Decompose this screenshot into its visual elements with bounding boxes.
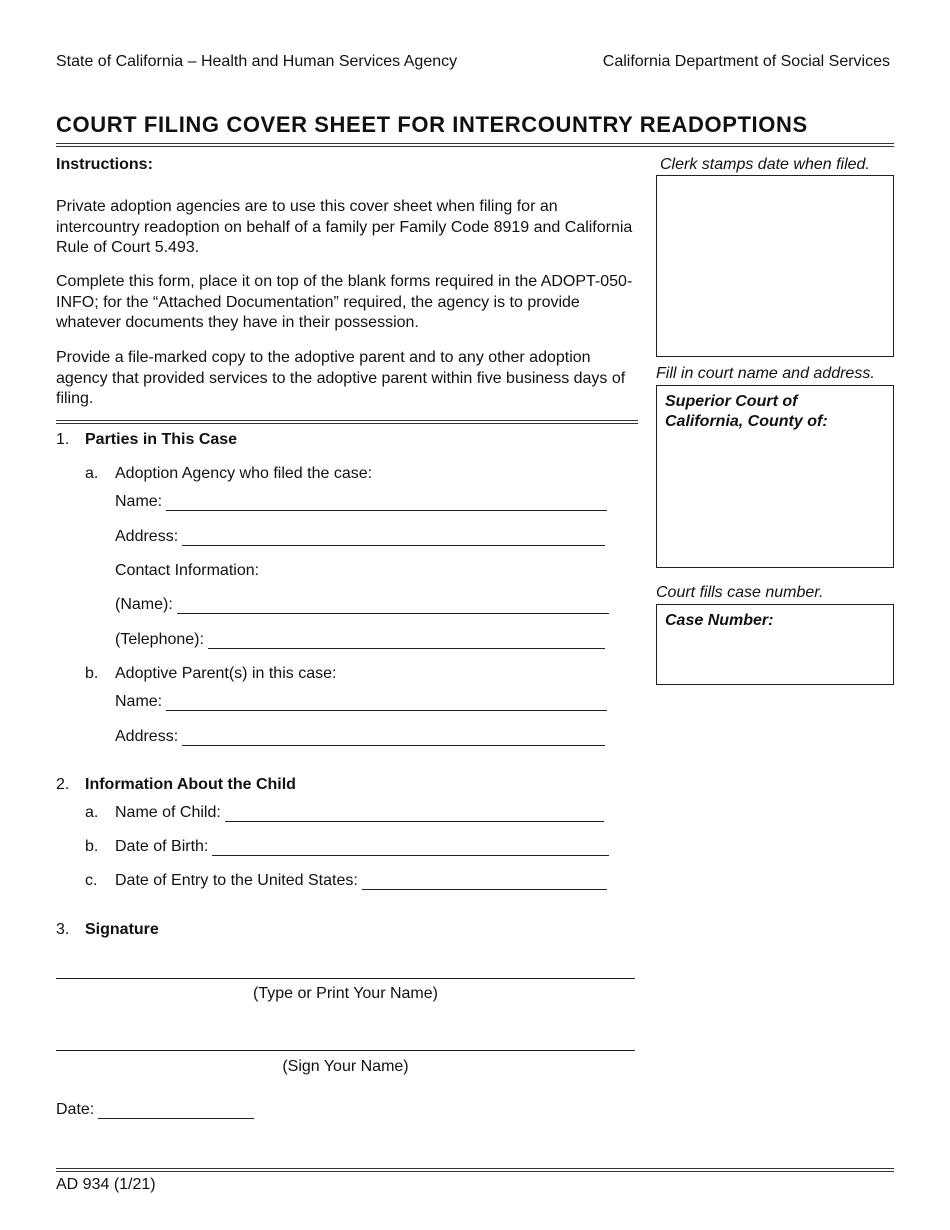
parent-name-line[interactable] (166, 693, 607, 711)
contact-name-field[interactable] (115, 596, 609, 614)
signature-line[interactable] (56, 1050, 635, 1051)
section3-heading: Signature (85, 921, 159, 938)
child-name-line[interactable] (225, 804, 604, 822)
clerk-stamp-caption: Clerk stamps date when filed. (660, 156, 870, 173)
page-title: COURT FILING COVER SHEET FOR INTERCOUNTRY READOPTIONS (56, 112, 808, 137)
section1-a-letter: a. (85, 465, 99, 482)
date-field[interactable] (56, 1101, 254, 1119)
child-name-label: Name of Child: (115, 804, 221, 821)
parent-address-field[interactable] (115, 728, 605, 746)
section2-c-letter: c. (85, 872, 98, 889)
agency-address-label: Address: (115, 528, 179, 545)
contact-name-line[interactable] (177, 596, 609, 614)
date-of-entry-label: Date of Entry to the United States: (115, 872, 358, 889)
footer-divider (56, 1168, 894, 1172)
contact-name-label: (Name): (115, 596, 173, 613)
parent-address-line[interactable] (182, 728, 605, 746)
section2-heading: Information About the Child (85, 776, 296, 793)
case-number-box[interactable] (656, 604, 894, 685)
clerk-stamp-box[interactable] (656, 175, 894, 357)
parent-name-label: Name: (115, 693, 163, 710)
section2-number: 2. (56, 776, 70, 793)
date-of-birth-label: Date of Birth: (115, 838, 209, 855)
section1-b-letter: b. (85, 665, 99, 682)
date-of-entry-field[interactable] (115, 872, 607, 890)
section1-heading: Parties in This Case (85, 431, 238, 448)
agency-right: California Department of Social Services (602, 53, 890, 70)
instructions-paragraph-1: Private adoption agencies are to use this cover sheet when filing for an intercountry readoption on behalf of a family per Family Code 8919 and California Rule of Court 5.493. (56, 198, 633, 256)
section3-number: 3. (56, 921, 70, 938)
agency-name-label: Name: (115, 493, 163, 510)
print-name-caption: (Type or Print Your Name) (253, 985, 438, 1002)
child-name-field[interactable] (115, 804, 604, 822)
instructions-paragraph-2: Complete this form, place it on top of the blank forms required in the ADOPT-050-INFO; for the “Attached Documentation” required, the agency is to provide whatever documents they have in their possession. (56, 273, 633, 331)
contact-info-label: Contact Information: (115, 562, 260, 579)
section1-number: 1. (56, 431, 70, 448)
contact-telephone-field[interactable] (115, 631, 605, 649)
parents-heading: Adoptive Parent(s) in this case: (115, 665, 337, 682)
print-name-line[interactable] (56, 978, 635, 979)
agency-heading: Adoption Agency who filed the case: (115, 465, 373, 482)
instructions-divider (56, 420, 638, 424)
agency-address-line[interactable] (182, 528, 605, 546)
section2-b-letter: b. (85, 838, 99, 855)
court-name-caption: Fill in court name and address. (656, 365, 875, 382)
date-line[interactable] (98, 1101, 254, 1119)
sign-name-caption: (Sign Your Name) (282, 1058, 409, 1075)
case-number-label: Case Number: (665, 612, 774, 629)
instructions-paragraph-3: Provide a file-marked copy to the adoptive parent and to any other adoption agency that provided services to the adoptive parent within five business days of filing. (56, 349, 626, 407)
contact-telephone-line[interactable] (208, 631, 605, 649)
agency-name-field[interactable] (115, 493, 607, 511)
date-of-entry-line[interactable] (362, 872, 607, 890)
section2-a-letter: a. (85, 804, 99, 821)
contact-telephone-label: (Telephone): (115, 631, 204, 648)
parent-address-label: Address: (115, 728, 179, 745)
agency-address-field[interactable] (115, 528, 605, 546)
form-id: AD 934 (1/21) (56, 1176, 156, 1193)
date-of-birth-line[interactable] (212, 838, 609, 856)
parent-name-field[interactable] (115, 693, 607, 711)
agency-left: State of California – Health and Human Services Agency (56, 53, 458, 70)
court-box-label: Superior Court of California, County of: (665, 393, 828, 430)
date-of-birth-field[interactable] (115, 838, 609, 856)
title-divider (56, 143, 894, 147)
instructions-heading: Instructions: (56, 156, 153, 173)
court-name-box[interactable] (656, 385, 894, 568)
agency-name-line[interactable] (166, 493, 607, 511)
case-number-caption: Court fills case number. (656, 584, 824, 601)
date-label: Date: (56, 1101, 95, 1118)
